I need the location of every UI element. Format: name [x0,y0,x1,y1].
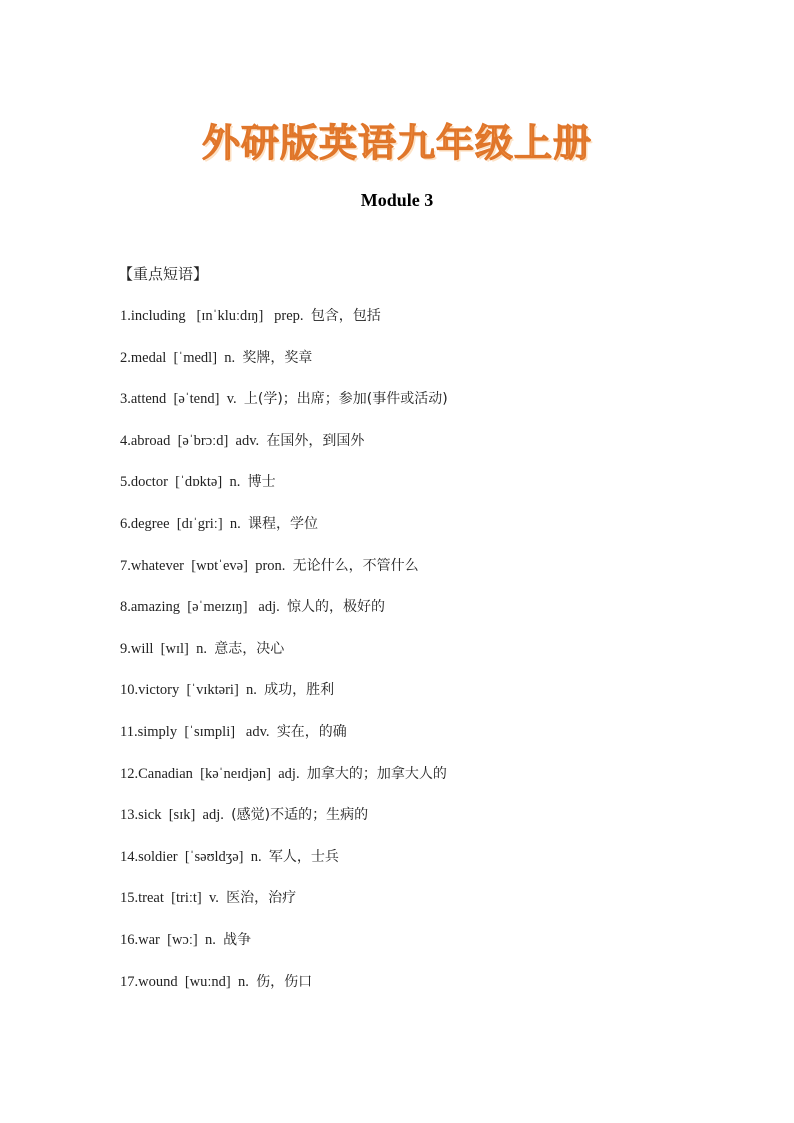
vocab-meaning: 实在，的确 [276,723,347,740]
vocab-entry [120,764,448,806]
vocab-meaning: 意志，决心 [214,640,285,657]
vocab-meaning: 加拿大的；加拿大人的 [306,765,447,782]
vocab-word: 3.attend [əˈtend] v. [120,391,244,408]
vocab-word: 4.abroad [əˈbrɔːd] adv. [120,432,267,449]
banner-title: 外研版英语九年级上册 [201,121,592,165]
vocab-list [120,306,448,1013]
vocab-word: 2.medal [ˈmedl] n. [120,349,243,366]
vocab-meaning: 无论什么，不管什么 [292,557,419,574]
vocab-entry [120,972,448,1014]
vocab-meaning: 博士 [247,474,276,491]
vocab-entry [120,639,448,681]
vocab-meaning: (感觉)不适的；生病的 [231,807,369,824]
vocab-entry [120,680,448,722]
vocab-entry [120,888,448,930]
vocab-meaning: 上(学)；出席；参加(事件或活动) [243,391,448,408]
vocab-word: 1.including [ɪnˈkluːdɪŋ] prep. [120,308,311,324]
vocab-word: 11.simply [ˈsɪmpli] adv. [120,723,277,740]
vocab-word: 12.Canadian [kəˈneɪdjən] adj. [120,765,307,782]
vocab-meaning: 医治，治疗 [226,890,297,907]
vocab-entry [120,556,448,598]
vocab-meaning: 奖牌，奖章 [242,349,313,366]
vocab-word: 6.degree [dɪˈgriː] n. [120,515,249,532]
vocab-word: 16.war [wɔː] n. [120,931,224,948]
vocab-meaning: 军人，士兵 [268,848,339,865]
vocab-meaning: 惊人的，极好的 [287,599,386,616]
vocab-word: 7.whatever [wɒtˈevə] pron. [120,557,293,574]
vocab-meaning: 在国外，到国外 [266,432,365,449]
vocab-word: 10.victory [ˈvɪktəri] n. [120,682,265,699]
vocab-meaning: 伤，伤口 [256,973,313,990]
vocab-entry [120,472,448,514]
vocab-word: 5.doctor [ˈdɒktə] n. [120,474,248,491]
module-title: Module 3 [360,190,434,210]
vocab-entry [120,514,448,556]
vocab-word: 8.amazing [əˈmeɪzɪŋ] adj. [120,599,288,616]
vocab-entry [120,306,448,348]
vocab-entry [120,805,448,847]
vocab-meaning: 战争 [223,931,252,948]
vocab-word: 15.treat [triːt] v. [120,890,227,907]
vocab-word: 9.will [wɪl] n. [120,640,215,657]
vocab-entry [120,597,448,639]
vocab-entry [120,348,448,390]
section-heading: 【重点短语】 [118,265,209,283]
vocab-entry [120,389,448,431]
vocab-word: 13.sick [sɪk] adj. [120,807,232,824]
vocab-word: 14.soldier [ˈsəʊldʒə] n. [120,848,269,865]
vocab-entry [120,930,448,972]
vocab-meaning: 成功，胜利 [264,682,335,699]
vocab-entry [120,847,448,889]
vocab-meaning: 课程，学位 [248,515,319,532]
vocab-word: 17.wound [wuːnd] n. [120,973,257,990]
vocab-entry [120,431,448,473]
vocab-meaning: 包含，包括 [310,308,381,324]
vocab-entry [120,722,448,764]
